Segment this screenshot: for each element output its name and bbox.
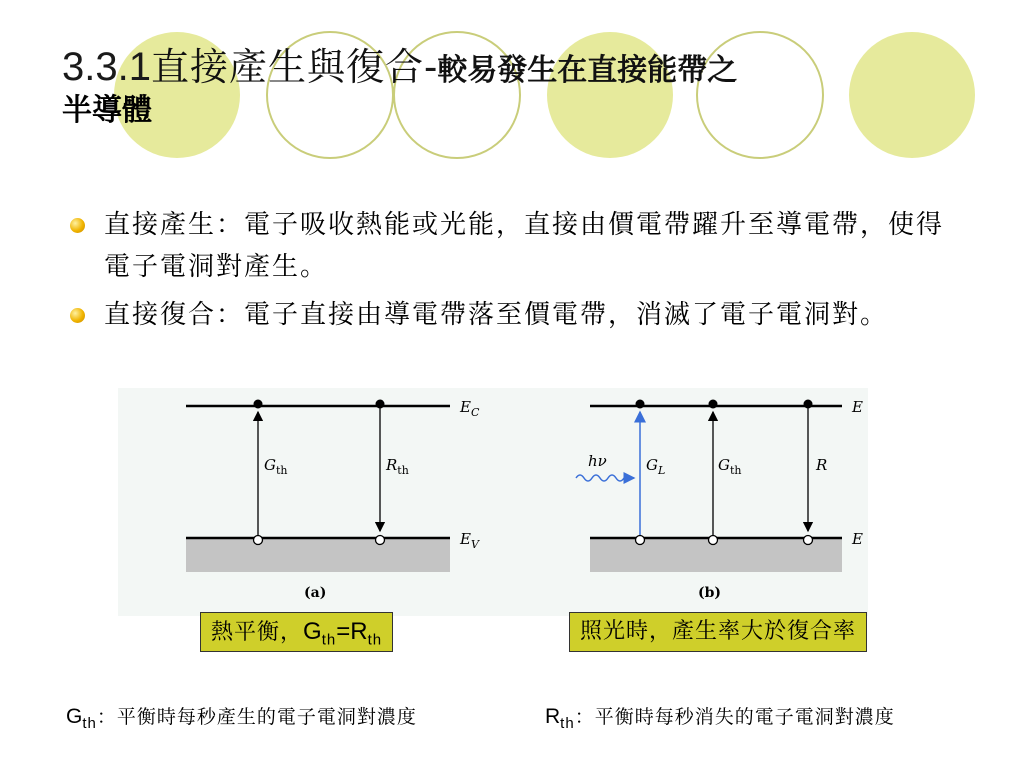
- equilibrium-label-box: [200, 612, 393, 652]
- hole-a1: [254, 536, 263, 545]
- equilibrium-r: R: [350, 618, 368, 645]
- title-separator: -: [423, 45, 438, 89]
- ec-label-b: E: [852, 398, 863, 416]
- equilibrium-r-sub: th: [367, 631, 383, 649]
- title-main: 直接產生與復合: [150, 45, 424, 89]
- bullet-text: 直接產生：電子吸收熱能或光能，直接由價電帶躍升至導電帶，使得電子電洞對產生。: [104, 210, 945, 282]
- equilibrium-g: G: [303, 618, 322, 645]
- slide-title: [62, 44, 1002, 129]
- equilibrium-g-sub: th: [321, 631, 337, 649]
- gth-label-b: $G_{th}$: [718, 456, 742, 477]
- title-number: 3.3.1: [62, 45, 151, 89]
- electron-b1: [636, 400, 645, 409]
- photon-wave-icon: [576, 475, 624, 481]
- hv-label: hν: [588, 452, 607, 470]
- electron-b3: [804, 400, 813, 409]
- title-subtitle: 較易發生在直接能帶之: [437, 53, 738, 88]
- electron-b2: [709, 400, 718, 409]
- hole-a2: [376, 536, 385, 545]
- gth-label-a: $G_{th}$: [264, 456, 288, 477]
- illumination-label-box: 照光時，產生率大於復合率: [569, 612, 867, 652]
- rth-symbol: R: [545, 705, 561, 728]
- ev-label-b: E: [852, 530, 863, 548]
- valence-band-a: [186, 538, 450, 572]
- gth-symbol: G: [66, 705, 83, 728]
- bullet-dot-icon: [70, 218, 85, 233]
- bullet-text: 直接復合：電子直接由導電帶落至價電帶，消滅了電子電洞對。: [104, 300, 889, 330]
- electron-a2: [376, 400, 385, 409]
- gl-label: $G_L$: [646, 456, 666, 477]
- hole-b1: [636, 536, 645, 545]
- bullet-item: [66, 204, 966, 288]
- gth-definition-text: ：平衡時每秒產生的電子電洞對濃度: [96, 706, 417, 728]
- bullet-list: [66, 204, 966, 342]
- gth-definition: [66, 702, 417, 732]
- rth-definition: [545, 702, 895, 732]
- r-label-b: R: [816, 456, 828, 474]
- ec-label-a: $E_C$: [460, 398, 480, 419]
- title-subtitle-line2: 半導體: [62, 93, 152, 128]
- hole-b3: [804, 536, 813, 545]
- hole-b2: [709, 536, 718, 545]
- equilibrium-prefix: 熱平衡，: [211, 620, 304, 645]
- rth-definition-text: ：平衡時每秒消失的電子電洞對濃度: [574, 706, 895, 728]
- caption-a: (a): [304, 585, 327, 601]
- bullet-dot-icon: [70, 308, 85, 323]
- ev-label-a: $E_V$: [460, 530, 479, 551]
- electron-a1: [254, 400, 263, 409]
- gth-symbol-sub: th: [82, 714, 97, 732]
- panel-b: [576, 398, 863, 601]
- rth-label-a: $R_{th}$: [386, 456, 409, 477]
- bullet-item: [66, 294, 966, 336]
- energy-band-figure: [118, 388, 868, 616]
- equilibrium-eq: =: [336, 618, 351, 645]
- rth-symbol-sub: th: [560, 714, 575, 732]
- panel-a: [186, 398, 480, 601]
- caption-b: (b): [698, 585, 722, 601]
